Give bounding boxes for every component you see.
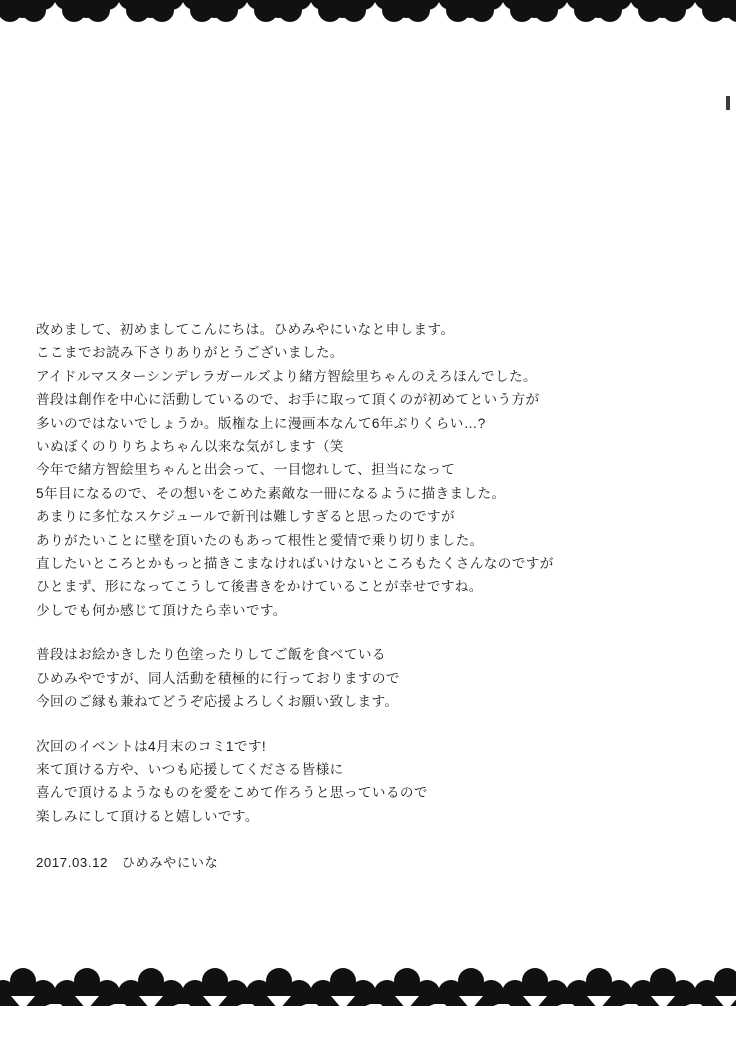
bottom-scallop-border <box>0 962 736 1006</box>
afterword-paragraph <box>36 318 676 622</box>
text-line: ひとまず、形になってこうして後書きをかけていることが幸せですね。 <box>36 579 483 595</box>
signature-line: 2017.03.12 ひめみやにいな <box>36 855 219 871</box>
text-line: 5年目になるので、その想いをこめた素敵な一冊になるように描きました。 <box>36 485 506 501</box>
flower-ornament <box>374 0 440 26</box>
text-line: 普段は創作を中心に活動しているので、お手に取って頂くのが初めてという方が <box>36 392 540 408</box>
top-flower-row <box>0 0 736 26</box>
text-line: 喜んで頂けるようなものを愛をこめて作ろうと思っているので <box>36 785 428 801</box>
text-line: 多いのではないでしょうか。版権な上に漫画本なんて6年ぶりくらい…? <box>36 415 486 431</box>
flower-ornament <box>54 966 120 1006</box>
flower-ornament <box>246 966 312 1006</box>
flower-ornament <box>502 0 568 26</box>
flower-ornament <box>118 0 184 26</box>
text-line: 来て頂ける方や、いつも応援してくださる皆様に <box>36 761 344 777</box>
text-line: 楽しみにして頂けると嬉しいです。 <box>36 808 259 824</box>
text-line: 直したいところとかもっと描きこまなければいけないところもたくさんなのですが <box>36 556 554 572</box>
afterword-paragraph <box>36 735 676 829</box>
text-line: あまりに多忙なスケジュールで新刊は難しすぎると思ったのですが <box>36 509 455 525</box>
flower-ornament <box>0 0 56 26</box>
flower-ornament <box>54 0 120 26</box>
flower-ornament <box>502 966 568 1006</box>
text-line: いぬぼくのりりちよちゃん以来な気がします（笑 <box>36 439 344 455</box>
text-line: ありがたいことに壁を頂いたのもあって根性と愛情で乗り切りました。 <box>36 532 484 548</box>
text-line: 今回のご縁も兼ねてどうぞ応援よろしくお願い致します。 <box>36 694 399 710</box>
flower-ornament <box>630 966 696 1006</box>
flower-ornament <box>182 966 248 1006</box>
flower-ornament <box>310 966 376 1006</box>
flower-ornament <box>118 966 184 1006</box>
flower-ornament <box>694 966 736 1006</box>
flower-ornament <box>566 0 632 26</box>
flower-ornament <box>374 966 440 1006</box>
text-line: 少しでも何か感じて頂けたら幸いです。 <box>36 602 287 618</box>
text-line: 改めまして、初めましてこんにちは。ひめみやにいなと申します。 <box>36 322 455 337</box>
text-line: 今年で緒方智絵里ちゃんと出会って、一目惚れして、担当になって <box>36 462 456 478</box>
flower-ornament <box>246 0 312 26</box>
text-line: ひめみやですが、同人活動を積極的に行っておりますので <box>36 670 400 686</box>
text-line: 次回のイベントは4月末のコミ1です! <box>36 738 267 754</box>
text-line: 普段はお絵かきしたり色塗ったりしてご飯を食べている <box>36 647 386 663</box>
text-line: ここまでお読み下さりありがとうございました。 <box>36 345 344 361</box>
flower-ornament <box>566 966 632 1006</box>
text-line: アイドルマスターシンデレラガールズより緒方智絵里ちゃんのえろほんでした。 <box>36 368 537 384</box>
afterword-text-block <box>36 318 676 871</box>
afterword-paragraph <box>36 643 676 713</box>
flower-ornament <box>438 0 504 26</box>
bottom-flower-row <box>0 966 736 1006</box>
flower-ornament <box>310 0 376 26</box>
top-scallop-border <box>0 0 736 34</box>
flower-ornament <box>438 966 504 1006</box>
flower-ornament <box>694 0 736 26</box>
flower-ornament <box>0 966 56 1006</box>
flower-ornament <box>630 0 696 26</box>
flower-ornament <box>182 0 248 26</box>
page-edge-mark <box>726 96 730 110</box>
